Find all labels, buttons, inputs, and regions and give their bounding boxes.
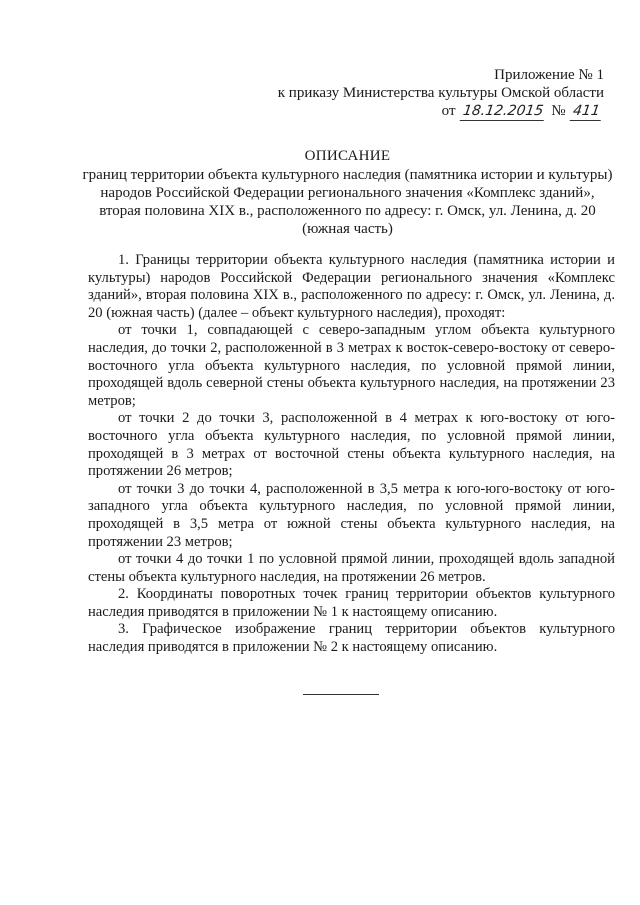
- paragraph-1: 1. Границы территории объекта культурного наследия (памятника истории и культуры) народов Российской Федерации регионального значения «Комплекс зданий», вторая половина XIX в., расположенного по адресу: г. Омск, ул. Ленина, д. 20 (южная часть) (далее – объект культурного наследия), проходят:: [88, 252, 615, 321]
- paragraph-2: 2. Координаты поворотных точек границ территории объектов культурного наследия приводятся в приложении № 1 к настоящему описанию.: [88, 586, 615, 620]
- paragraph-segment-2-3: от точки 2 до точки 3, расположенной в 4 метрах к юго-востоку от юго-восточного угла объекта культурного наследия, по условной прямой линии, проходящей в 3 метрах от восточной стены объекта культурного наследия, на протяжении 26 метров;: [88, 410, 615, 480]
- document-title-block: [80, 146, 615, 238]
- paragraph-3: 3. Графическое изображение границ территории объектов культурного наследия приводятся в приложении № 2 к настоящему описанию.: [88, 621, 615, 656]
- appendix-header: [278, 66, 604, 121]
- paragraph-segment-1-2: от точки 1, совпадающей с северо-западным углом объекта культурного наследия, до точки 2, расположенной в 3 метрах к восток-северо-востоку от северо-восточного угла объекта культурного наследия, по условной прямой линии, проходящей вдоль северной стены объекта культурного наследия, на протяжении 23 метров;: [88, 322, 615, 409]
- document-body: [88, 252, 615, 657]
- paragraph-segment-4-1: от точки 4 до точки 1 по условной прямой линии, проходящей вдоль западной стены объекта культурного наследия, на протяжении 26 метров.: [88, 551, 615, 585]
- appendix-number: Приложение № 1: [494, 67, 604, 83]
- document-subtitle: границ территории объекта культурного наследия (памятника истории и культуры) народов Российской Федерации регионального значения «Комплекс зданий», вторая половина XIX в., расположенного по адресу: г. Омск, ул. Ленина, д. 20 (южная часть): [82, 167, 613, 237]
- number-prefix: №: [551, 103, 566, 119]
- appendix-date-line: [278, 102, 604, 121]
- end-divider: [303, 694, 379, 695]
- document-heading: ОПИСАНИЕ: [304, 148, 391, 164]
- appendix-order-reference: к приказу Министерства культуры Омской области: [277, 85, 604, 101]
- handwritten-date: 18.12.2015: [460, 102, 547, 121]
- date-prefix: от: [441, 103, 456, 119]
- handwritten-number: 411: [570, 102, 603, 121]
- paragraph-segment-3-4: от точки 3 до точки 4, расположенной в 3,5 метра к юго-юго-востоку от юго-западного угла объекта культурного наследия, по условной прямой линии, проходящей в 3,5 метра от южной стены объекта культурного наследия, на протяжении 23 метров;: [88, 480, 615, 550]
